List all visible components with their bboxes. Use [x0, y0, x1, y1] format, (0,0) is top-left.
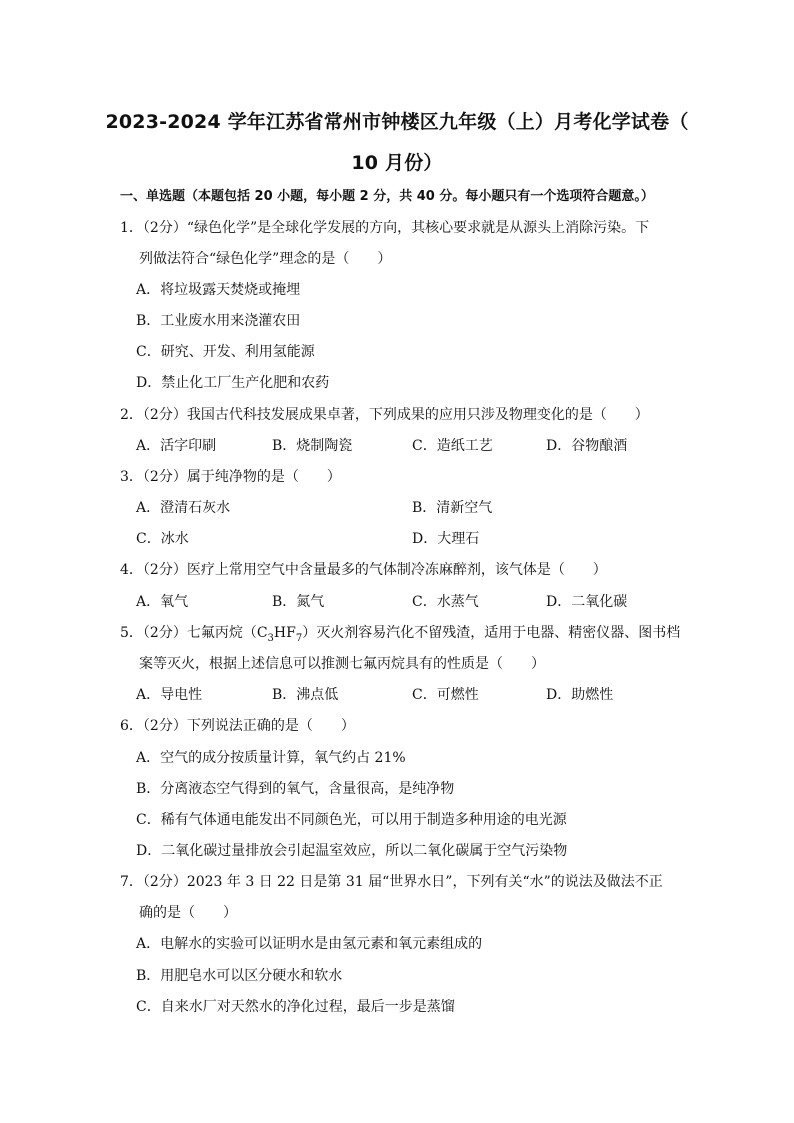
question-5-line-1 — [120, 622, 680, 642]
question-4-option-b: B．氮气 — [272, 594, 325, 610]
question-4-line-1: 4．（2分）医疗上常用空气中含量最多的气体制冷冻麻醉剂，该气体是（ ） — [120, 562, 607, 578]
question-3-option-d: D．大理石 — [412, 531, 480, 547]
exam-title-line-1: 2023-2024 学年江苏省常州市钟楼区九年级（上）月考化学试卷（ — [105, 111, 689, 133]
question-6-option-a: A．空气的成分按质量计算，氧气约占 21% — [136, 750, 406, 766]
question-7-option-c: C．自来水厂对天然水的净化过程，最后一步是蒸馏 — [136, 999, 455, 1015]
question-5-option-d: D．助燃性 — [546, 687, 614, 703]
question-7-option-a: A．电解水的实验可以证明水是由氢元素和氧元素组成的 — [136, 936, 483, 952]
question-7-option-b: B．用肥皂水可以区分硬水和软水 — [136, 968, 343, 984]
question-3-option-b: B．清新空气 — [412, 500, 493, 516]
question-6-option-d: D．二氧化碳过量排放会引起温室效应，所以二氧化碳属于空气污染物 — [136, 843, 568, 859]
question-6-line-1: 6．（2分）下列说法正确的是（ ） — [120, 718, 355, 734]
question-5-text-post: ）灭火剂容易汽化不留残渣，适用于电器、精密仪器、图书档 — [302, 625, 681, 641]
question-3-line-1: 3．（2分）属于纯净物的是（ ） — [120, 469, 341, 485]
question-5-option-c: C．可燃性 — [412, 687, 479, 703]
question-1-option-c: C．研究、开发、利用氢能源 — [136, 344, 315, 360]
question-2-option-c: C．造纸工艺 — [412, 438, 493, 454]
question-6-option-b: B．分离液态空气得到的氧气，含量很高，是纯净物 — [136, 781, 455, 797]
question-2-line-1: 2．（2分）我国古代科技发展成果卓著，下列成果的应用只涉及物理变化的是（ ） — [120, 407, 649, 423]
exam-title-line-2: 10 月份） — [351, 152, 443, 174]
question-2-option-b: B．烧制陶瓷 — [272, 438, 353, 454]
question-5-text-pre: 5．（2分）七氟丙烷（C — [120, 625, 268, 641]
question-1-option-a: A．将垃圾露天焚烧或掩埋 — [136, 282, 301, 298]
question-7-line-2: 确的是（ ） — [139, 905, 237, 921]
section-heading: 一、单选题（本题包括 20 小题，每小题 2 分，共 40 分。每小题只有一个选项符合题意。） — [120, 189, 654, 204]
question-5-line-2: 案等灭火，根据上述信息可以推测七氟丙烷具有的性质是（ ） — [139, 656, 545, 672]
question-7-line-1: 7．（2分）2023 年 3 日 22 日是第 31 届“世界水日”，下列有关“水”的说法及做法不正 — [120, 874, 663, 890]
question-4-option-d: D．二氧化碳 — [546, 594, 628, 610]
question-5-text-mid: HF — [273, 625, 296, 641]
question-1-line-2: 列做法符合“绿色化学”理念的是（ ） — [139, 251, 392, 267]
question-1-option-d: D．禁止化工厂生产化肥和农药 — [136, 375, 330, 391]
question-3-option-c: C．冰水 — [136, 531, 189, 547]
question-4-option-c: C．水蒸气 — [412, 594, 479, 610]
question-4-option-a: A．氧气 — [136, 594, 189, 610]
question-6-option-c: C．稀有气体通电能发出不同颜色光，可以用于制造多种用途的电光源 — [136, 812, 567, 828]
question-5-option-b: B．沸点低 — [272, 687, 339, 703]
question-1-option-b: B．工业废水用来浇灌农田 — [136, 313, 301, 329]
question-2-option-a: A．活字印刷 — [136, 438, 217, 454]
question-5-subscript-3: 3 — [267, 632, 274, 644]
question-3-option-a: A．澄清石灰水 — [136, 500, 231, 516]
question-5-option-a: A．导电性 — [136, 687, 203, 703]
question-2-option-d: D．谷物酿酒 — [546, 438, 628, 454]
question-1-line-1: 1．（2分）“绿色化学”是全球化学发展的方向，其核心要求就是从源头上消除污染。下 — [120, 220, 650, 236]
question-5-subscript-7: 7 — [295, 632, 303, 644]
